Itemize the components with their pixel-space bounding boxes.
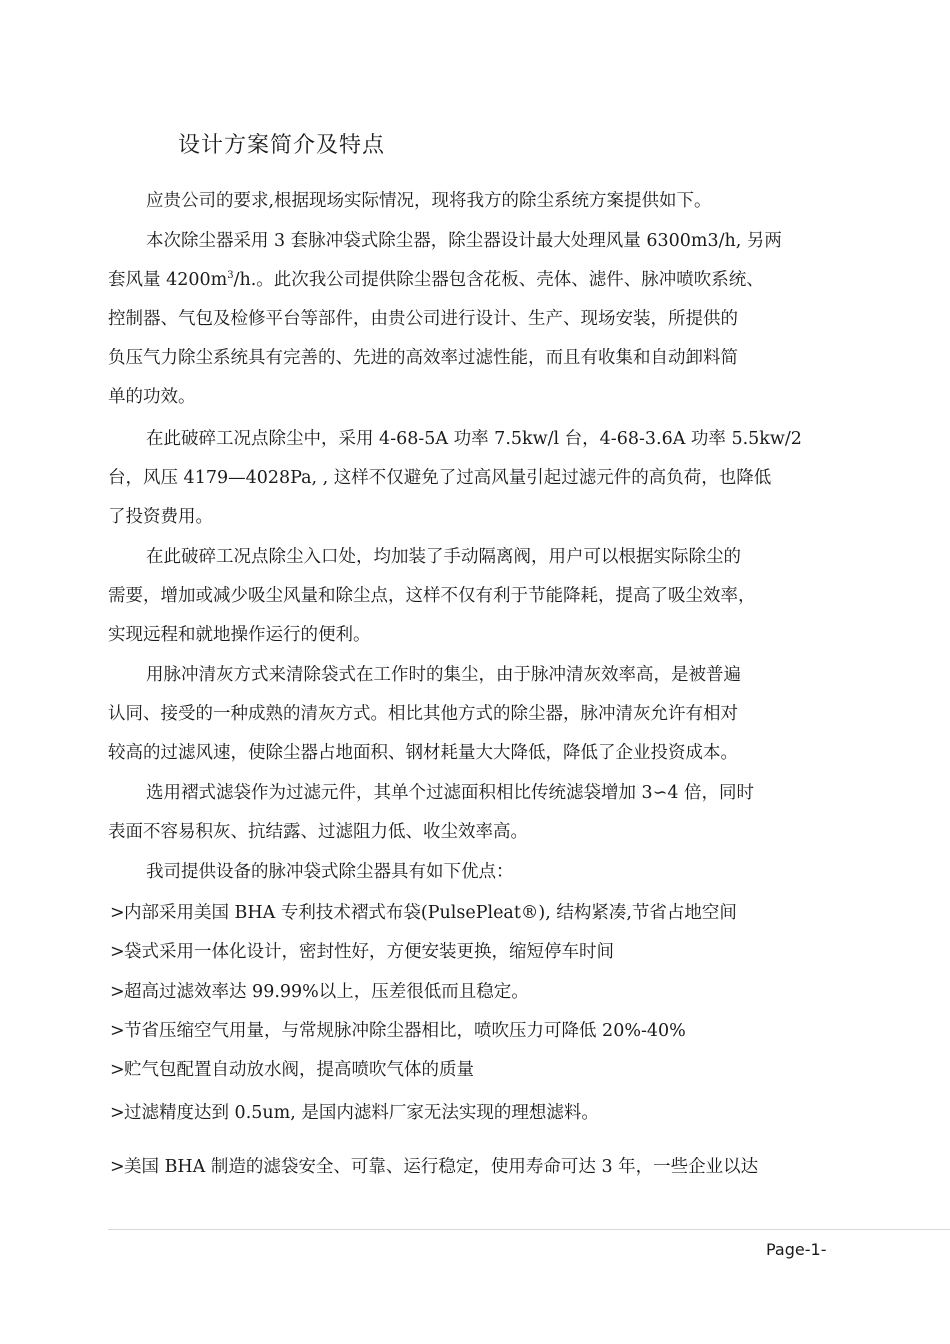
bullet-text: 节省压缩空气用量，与常规脉冲除尘器相比，喷吹压力可降低 20%-40% — [124, 1021, 686, 1041]
bullet-text: 袋式采用一体化设计，密封性好，方便安装更换，缩短停车时间 — [124, 942, 614, 962]
paragraph-line: 本次除尘器采用 3 套脉冲袋式除尘器，除尘器设计最大处理风量 6300m3/h, 另两 — [146, 231, 782, 251]
bullet-item — [110, 1019, 686, 1043]
bullet-marker: > — [110, 903, 125, 923]
bullet-marker: > — [110, 982, 125, 1002]
paragraph-line: 较高的过滤风速，使除尘器占地面积、钢材耗量大大降低，降低了企业投资成本。 — [108, 743, 738, 763]
bullet-item — [110, 980, 529, 1004]
superscript-3: 3 — [227, 270, 234, 281]
paragraph-line-part: /h.。此次我公司提供除尘器包含花板、壳体、滤件、脉冲喷吹系统、 — [233, 270, 764, 290]
bullet-marker: > — [110, 1021, 125, 1041]
bullet-text: 内部采用美国 BHA 专利技术褶式布袋(PulsePleat®), 结构紧凑,节省占地空间 — [124, 903, 737, 923]
paragraph-line — [108, 268, 764, 292]
bullet-item — [110, 940, 614, 964]
paragraph-line: 负压气力除尘系统具有完善的、先进的高效率过滤性能，而且有收集和自动卸料简 — [108, 348, 738, 368]
paragraph-line: 用脉冲清灰方式来清除袋式在工作时的集尘，由于脉冲清灰效率高，是被普遍 — [146, 665, 741, 685]
page-number: Page-1- — [766, 1240, 827, 1259]
paragraph-line: 控制器、气包及检修平台等部件，由贵公司进行设计、生产、现场安装，所提供的 — [108, 309, 738, 329]
paragraph-line: 实现远程和就地操作运行的便利。 — [108, 625, 371, 645]
paragraph-line: 我司提供设备的脉冲袋式除尘器具有如下优点： — [146, 862, 514, 882]
paragraph-line: 台，风压 4179—4028Pa, , 这样不仅避免了过高风量引起过滤元件的高负荷，也降低 — [108, 468, 772, 488]
bullet-item — [110, 1155, 758, 1179]
bullet-text: 超高过滤效率达 99.99%以上，压差很低而且稳定。 — [124, 982, 529, 1002]
paragraph-line: 单的功效。 — [108, 387, 196, 407]
paragraph-line: 选用褶式滤袋作为过滤元件，其单个过滤面积相比传统滤袋增加 3∽4 倍，同时 — [146, 783, 755, 803]
paragraph-line-part: 套风量 4200m — [108, 270, 228, 290]
paragraph-line: 表面不容易积灰、抗结露、过滤阻力低、收尘效率高。 — [108, 822, 528, 842]
document-title: 设计方案简介及特点 — [178, 133, 386, 158]
bullet-marker: > — [110, 942, 125, 962]
bullet-item — [110, 1058, 474, 1082]
bullet-marker: > — [110, 1157, 125, 1177]
bullet-text: 过滤精度达到 0.5um, 是国内滤料厂家无法实现的理想滤料。 — [124, 1103, 599, 1123]
bullet-text: 美国 BHA 制造的滤袋安全、可靠、运行稳定，使用寿命可达 3 年，一些企业以达 — [124, 1157, 759, 1177]
bullet-item — [110, 901, 737, 925]
paragraph-line: 在此破碎工况点除尘中，采用 4-68-5A 功率 7.5kw/l 台，4-68-3.6A 功率 5.5kw/2 — [146, 429, 802, 449]
paragraph-line: 在此破碎工况点除尘入口处，均加装了手动隔离阀，用户可以根据实际除尘的 — [146, 547, 741, 567]
footer-divider — [108, 1229, 950, 1230]
bullet-marker: > — [110, 1103, 125, 1123]
paragraph-line: 需要，增加或减少吸尘风量和除尘点，这样不仅有利于节能降耗，提高了吸尘效率， — [108, 586, 756, 606]
paragraph-line: 了投资费用。 — [108, 507, 213, 527]
bullet-marker: > — [110, 1060, 125, 1080]
bullet-item — [110, 1101, 599, 1125]
bullet-text: 贮气包配置自动放水阀，提高喷吹气体的质量 — [124, 1060, 474, 1080]
paragraph-line: 应贵公司的要求,根据现场实际情况，现将我方的除尘系统方案提供如下。 — [146, 191, 712, 211]
paragraph-line: 认同、接受的一种成熟的清灰方式。相比其他方式的除尘器，脉冲清灰允许有相对 — [108, 704, 738, 724]
